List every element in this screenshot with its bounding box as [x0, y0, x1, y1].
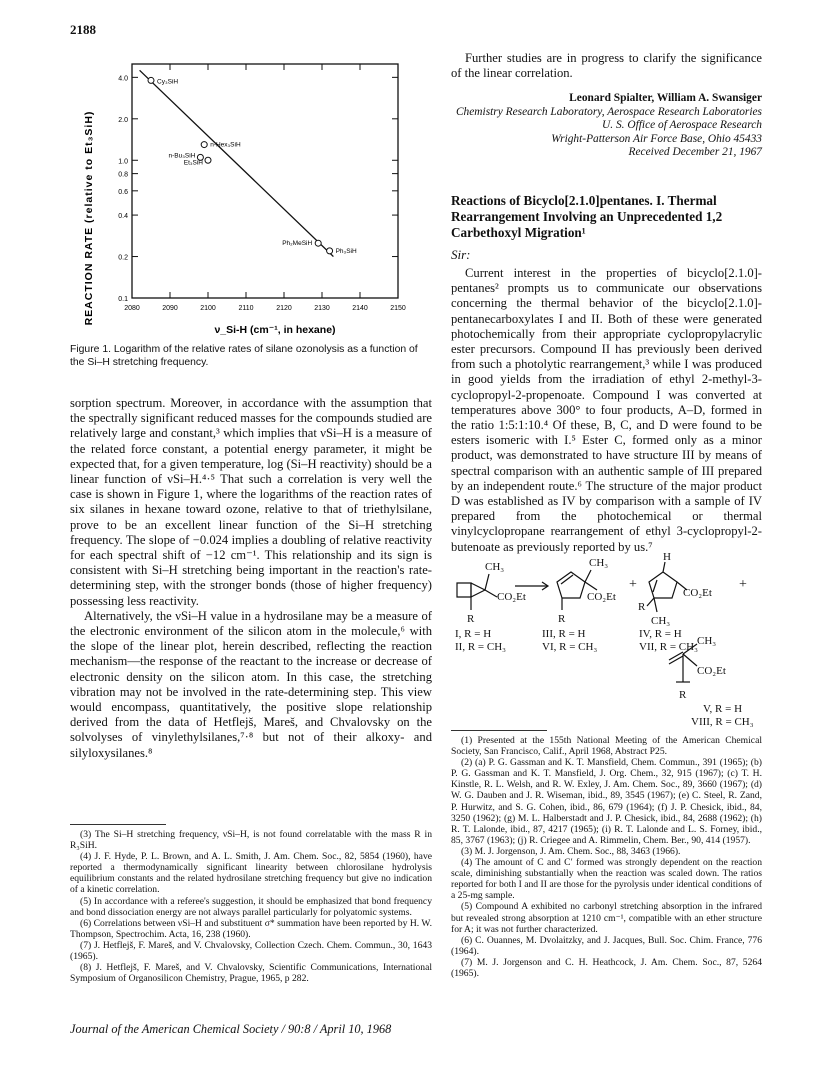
- data-point: [201, 142, 207, 148]
- data-point: [327, 248, 333, 254]
- right-intro: [451, 51, 762, 81]
- y-tick-label: 0.4: [118, 213, 128, 221]
- x-tick-label: 2150: [390, 305, 406, 312]
- affiliation-3: Wright-Patterson Air Force Base, Ohio 45433: [551, 132, 762, 145]
- y-tick-label: 1.0: [118, 158, 128, 166]
- chart-axes: [132, 64, 398, 298]
- scheme-iv-ch3: CH₃: [651, 615, 671, 627]
- footnote-r3: (3) M. J. Jorgenson, J. Am. Chem. Soc., 88, 3463 (1966).: [461, 845, 681, 857]
- plot-frame: [132, 64, 398, 298]
- scheme-iii-ch3: CH₃: [589, 557, 609, 569]
- chart-y-label: REACTION RATE (relative to Et₃SiH): [83, 110, 95, 326]
- chart-x-label: ν_Si-H (cm⁻¹, in hexane): [214, 324, 336, 336]
- data-point: [148, 77, 154, 83]
- right-footnotes: [451, 735, 762, 979]
- reaction-scheme: [451, 548, 762, 758]
- received-date: Received December 21, 1967: [628, 146, 762, 159]
- scheme-iv-h: H: [663, 551, 671, 563]
- scheme-plus-1: +: [629, 577, 637, 592]
- x-tick-label: 2130: [314, 305, 330, 312]
- chart-fit-line: [140, 70, 334, 256]
- journal-footer: Journal of the American Chemical Society / 90:8 / April 10, 1968: [70, 1022, 392, 1036]
- right-intro-text: Further studies are in progress to clarify the significance of the linear correlation.: [451, 51, 762, 81]
- data-point: [205, 157, 211, 163]
- fit-line: [140, 70, 334, 256]
- salutation: Sir:: [451, 247, 471, 262]
- scheme-label-ii: II, R = CH₃: [455, 641, 506, 653]
- footnote-r1: (1) Presented at the 155th National Meeting of the American Chemical Society, San Francisco, Calif., April 1968, Abstract P25.: [451, 735, 762, 758]
- y-tick-label: 0.1: [118, 296, 128, 303]
- authors: Leonard Spialter, William A. Swansiger: [569, 92, 762, 104]
- footnote-r4: (4) The amount of C and C′ formed was strongly dependent on the reaction scale, diminishing substantially when the reaction was scaled down. The ratios reported for both I and II are those for the pyrolysis under identical conditions of a 25-mg sample.: [451, 857, 762, 902]
- footnote-r2: (2) (a) P. G. Gassman and K. T. Mansfield, Chem. Commun., 391 (1965); (b) P. G. Gassman and K. T. Mansfield, J. Org. Chem., 32, 915 (1967); (c) T. H. Kinstle, R. L. Welsh, and R. W. Exley, J. Am. Chem. Soc., 89, 3660 (1967); (d) W. G. Dauben and J. R. Wiseman, ibid., 89, 3545 (1967); (e) C. Steel, R. Zand, P. Hurwitz, and S. G. Cohen, ibid., 86, 679 (1964); (f) J. P. Chesick, ibid., 84, 3250 (1962); (g) M. L. Halberstadt and J. P. Chesick, ibid., 84, 2688 (1962); (h) R. T. Lalonde, ibid., 87, 4217 (1965); (i) R. T. Lalonde and L. S. Forney, ibid., 85, 3767 (1963); (j) R. Criegee and A. Rimmelin, Chem. Ber., 90, 414 (1957).: [451, 757, 762, 846]
- figure-1-chart: [70, 50, 432, 340]
- x-tick-label: 2090: [162, 305, 178, 312]
- scheme-plus-2: +: [739, 577, 747, 592]
- left-paragraph-1: sorption spectrum. Moreover, in accordance with the assumption that the spectrally significant reduced masses for the compounds studied are relatively large and constant,³ which implies that νSi–H is a measure of the related force constant, a potential energy parameter, it might be expected that, for a given temperature, log (Si–H reactivity) should be a linear function of νSi–H.⁴·⁵ That such a correlation is very well the case is shown in Figure 1, where the logarithms of the reaction rates of six silanes in hexane toward ozone, relative to that of triethylsilane, prove to be an excellent linear function of the Si–H stretching frequency. The slope of −0.024 implies a doubling of relative reactivity for each spectral shift of −12 cm⁻¹. This relationship and its sign is consistent with Si–H stretching being important in the reaction's rate-determining step, with the stronger bonds (those of higher frequency) possessing less reactivity.: [70, 396, 432, 608]
- affiliation-2: U. S. Office of Aerospace Research: [602, 119, 762, 132]
- scheme-iii-r: R: [558, 613, 566, 625]
- scheme-i-ch3: CH₃: [485, 561, 505, 573]
- y-tick-label: 2.0: [118, 116, 128, 124]
- article-title: Reactions of Bicyclo[2.1.0]pentanes. I. Thermal Rearrangement Involving an Unprecedented 1,2 Carbethoxyl Migration¹: [451, 193, 723, 240]
- left-footnote-rule: [70, 824, 166, 825]
- left-footnotes: [70, 829, 432, 984]
- scheme-i-co2et: CO₂Et: [497, 591, 526, 603]
- page-number: 2188: [70, 22, 96, 37]
- right-body: [451, 266, 762, 555]
- x-tick-label: 2110: [238, 305, 254, 312]
- figure-caption: Figure 1. Logarithm of the relative rates of silane ozonolysis as a function of the Si–H stretching frequency.: [70, 344, 418, 368]
- footnote-r6: (6) C. Ouannes, M. Dvolaitzky, and J. Jacques, Bull. Soc. Chim. France, 776 (1964).: [451, 934, 762, 957]
- footnote-8: (8) J. Hetflejš, F. Mareš, and V. Chvalovsky, Scientific Communications, International Symposium of Organosilicon Chemistry, Prague, 1965, p 282.: [70, 962, 432, 985]
- scheme-label-i: I, R = H: [455, 628, 492, 640]
- x-tick-label: 2140: [352, 305, 368, 312]
- footnote-r5: (5) Compound A exhibited no carbonyl stretching absorption in the infrared but revealed strong absorption at 1210 cm⁻¹, compatible with an ether structure for A; it was not further characterized.: [451, 901, 762, 935]
- scheme-label-v: V, R = H: [703, 703, 743, 715]
- scheme-label-viii: VIII, R = CH₃: [691, 716, 754, 728]
- footnote-5: (5) In accordance with a referee's suggestion, it should be emphasized that bond frequency and bond dissociation energy are not always parallel particularly for polyatomic systems.: [70, 895, 432, 918]
- point-label: n-Bu₃SiH: [168, 152, 196, 160]
- point-label: Ph₃SiH: [335, 247, 357, 255]
- left-body: [70, 396, 432, 761]
- x-tick-label: 2080: [124, 305, 140, 312]
- footnote-r7: (7) M. J. Jorgenson and C. H. Heathcock, J. Am. Chem. Soc., 87, 5264 (1965).: [451, 956, 762, 979]
- scheme-v-ch3: CH₃: [697, 635, 717, 647]
- right-footnote-rule: [451, 730, 547, 731]
- footnote-6: (6) Correlations between νSi–H and substituent σ* summation have been reported by H. W. Thompson, Spectrochim. Acta, 16, 238 (1960).: [70, 917, 432, 940]
- scheme-iii-co2et: CO₂Et: [587, 591, 616, 603]
- scheme-label-vi: VI, R = CH₃: [542, 641, 598, 653]
- scheme-v-r: R: [679, 689, 687, 701]
- y-tick-label: 0.2: [118, 254, 128, 262]
- scheme-iv-r: R: [638, 601, 646, 613]
- affiliation-1: Chemistry Research Laboratory, Aerospace Research Laboratories: [455, 105, 762, 118]
- footnote-3: (3) The Si–H stretching frequency, νSi–H, is not found correlatable with the mass R in R₃SiH.: [70, 829, 432, 852]
- scheme-iv-co2et: CO₂Et: [683, 587, 712, 599]
- x-tick-label: 2120: [276, 305, 292, 312]
- footnote-4: (4) J. F. Hyde, P. L. Brown, and A. L. Smith, J. Am. Chem. Soc., 82, 5854 (1960), have reported a thermodynamically significant linearity between chlorosilane hydrolysis equilibrium constants and the related hydrosilane stretching frequency but give no indication of a kinetic correlation.: [70, 851, 432, 896]
- point-label: n-Hex₃SiH: [210, 141, 241, 149]
- y-tick-label: 0.8: [118, 171, 128, 179]
- author-block: [451, 92, 762, 160]
- scheme-i-r: R: [467, 613, 475, 625]
- point-label: Et₃SiH: [183, 159, 203, 167]
- scheme-label-vii: VII, R = CH₃: [639, 641, 698, 653]
- chart-points: [148, 77, 357, 254]
- x-tick-label: 2100: [200, 305, 216, 312]
- right-paragraph: Current interest in the properties of bicyclo[2.1.0]-pentanes² prompts us to communicate our observations concerning the thermal behavior of the bicyclo[2.1.0]-pentanecarboxylates I and II. Both of these were generated photochemically from their appropriate cyclopropylacrylic ester precursors. Compound II has previously been derived from such a photolytic rearrangement,³ while I was produced in good yields from the irradiation of ethyl 2-methyl-3-cyclopropyl-2-propenoate. Compound I was converted at temperatures above 300° to four products, A–D, formed in the ratio 1:5:1:10.⁴ Of these, B, C, and D were found to be esters isomeric with I.⁵ Ester C, formed only as a minor product, was demonstrated to have structure III by means of spectral comparison with an authentic sample of III prepared by an independent route.⁶ The structure of the major product D was established as IV by comparison with a sample of IV prepared from the photochemical or thermal vinylcyclopropane rearrangement of ethyl 3-cyclopropyl-2-butenoate as previously reported by us.⁷: [451, 266, 762, 554]
- y-tick-label: 4.0: [118, 75, 128, 83]
- data-point: [315, 240, 321, 246]
- left-paragraph-2: Alternatively, the νSi–H value in a hydrosilane may be a measure of the electronic environment of the silicon atom in the molecule,⁶ with the slope of the linear plot, herein described, reflecting the reaction mechanism—the response of the reactant to the increase or decrease of electronic density on the silicon atom. In this case, the stretching vibration may not be involved in the rate-determining step. This view would encompass, quantitatively, the positive slope relationship derived from the data of Hetflejš, Mareš, and Chvalovsky on the solvolyses of vinylethylsilanes,⁷·⁸ but not of their alkoxy- and silyloxysilanes.⁸: [70, 608, 432, 760]
- point-label: Ph₂MeSiH: [282, 240, 313, 248]
- scheme-v-co2et: CO₂Et: [697, 665, 726, 677]
- scheme-label-iv: IV, R = H: [639, 628, 682, 640]
- y-tick-label: 0.6: [118, 188, 128, 196]
- scheme-label-iii: III, R = H: [542, 628, 586, 640]
- point-label: Cy₃SiH: [157, 78, 179, 86]
- footnote-7: (7) J. Hetflejš, F. Mareš, and V. Chvalovsky, Collection Czech. Chem. Commun., 30, 1643 (1965).: [70, 939, 432, 963]
